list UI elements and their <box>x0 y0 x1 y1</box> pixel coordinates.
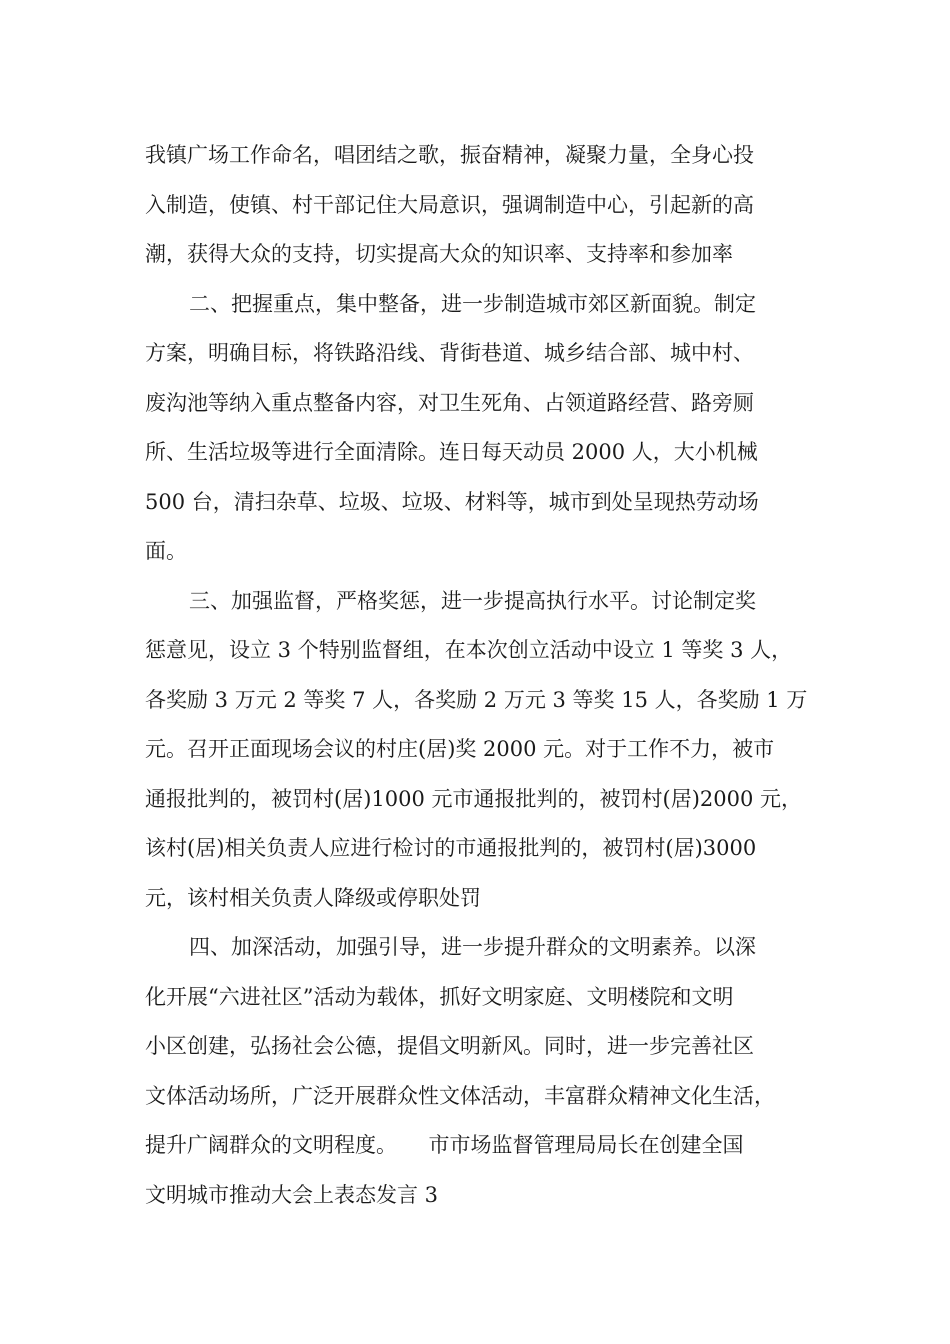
text-line: 我镇广场工作命名，唱团结之歌，振奋精神，凝聚力量，全身心投 <box>145 143 754 167</box>
text-line: 潮，获得大众的支持，切实提高大众的知识率、支持率和参加率 <box>145 242 733 266</box>
text-line: 化开展“六进社区”活动为载体，抓好文明家庭、文明楼院和文明 <box>145 984 734 1009</box>
text-line: 所、生活垃圾等进行全面清除。连日每天动员 2000 人，大小机械 <box>145 440 758 464</box>
section-heading-line: 二、把握重点，集中整备，进一步制造城市郊区新面貌。制定 <box>189 291 756 316</box>
text-line: 面。 <box>145 539 187 563</box>
text-line: 文明城市推动大会上表态发言 3 <box>145 1182 439 1207</box>
text-line: 提升广阔群众的文明程度。 市市场监督管理局局长在创建全国 <box>145 1133 744 1157</box>
text-line: 元。召开正面现场会议的村庄(居)奖 2000 元。对于工作不力，被市 <box>145 737 775 761</box>
text-line: 文体活动场所，广泛开展群众性文体活动，丰富群众精神文化生活， <box>145 1083 775 1108</box>
text-line: 方案，明确目标，将铁路沿线、背街巷道、城乡结合部、城中村、 <box>145 341 754 365</box>
document-body <box>145 131 825 1220</box>
text-line: 各奖励 3 万元 2 等奖 7 人，各奖励 2 万元 3 等奖 15 人，各奖励 1 万 <box>145 687 808 712</box>
text-line: 废沟池等纳入重点整备内容，对卫生死角、占领道路经营、路旁厕 <box>145 390 754 415</box>
section-heading-line: 四、加深活动，加强引导，进一步提升群众的文明素养。以深 <box>189 935 756 959</box>
text-line: 小区创建，弘扬社会公德，提倡文明新风。同时，进一步完善社区 <box>145 1034 754 1058</box>
text-line: 元，该村相关负责人降级或停职处罚 <box>145 885 481 910</box>
text-line: 入制造，使镇、村干部记住大局意识，强调制造中心，引起新的高 <box>145 192 754 217</box>
text-line: 该村(居)相关负责人应进行检讨的市通报批判的，被罚村(居)3000 <box>145 836 757 860</box>
text-line: 惩意见，设立 3 个特别监督组，在本次创立活动中设立 1 等奖 3 人， <box>145 638 793 662</box>
text-line: 通报批判的，被罚村(居)1000 元市通报批判的，被罚村(居)2000 元， <box>145 786 803 811</box>
section-heading-line: 三、加强监督，严格奖惩，进一步提高执行水平。讨论制定奖 <box>189 588 756 613</box>
text-line: 500 台，清扫杂草、垃圾、垃圾、材料等，城市到处呈现热劳动场 <box>145 489 759 514</box>
